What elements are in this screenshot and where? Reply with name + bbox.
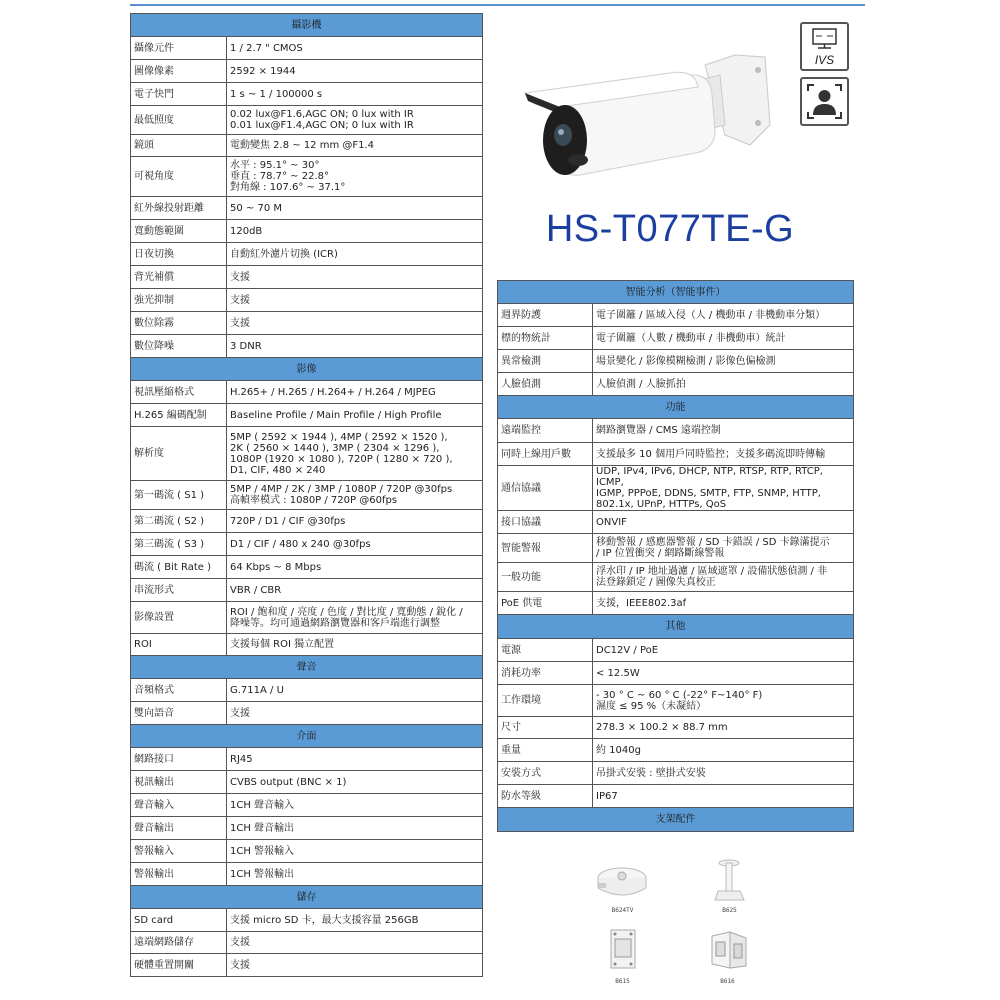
spec-label: 背光補償 (131, 266, 227, 289)
spec-value: 水平 : 95.1° ~ 30° 垂直 : 78.7° ~ 22.8° 對角線 : 107.6° ~ 37.1° (227, 157, 483, 197)
spec-row (131, 602, 483, 634)
face-detection-icon (802, 79, 847, 124)
spec-value: IP67 (593, 785, 854, 808)
section-header (131, 14, 483, 37)
spec-row (131, 510, 483, 533)
spec-label: 第一碼流 ( S1 ) (131, 481, 227, 510)
spec-value: UDP, IPv4, IPv6, DHCP, NTP, RTSP, RTP, RTCP, ICMP, IGMP, PPPoE, DDNS, SMTP, FTP, SNMP, HTTP, 802.1x, UPnP, HTTPs, QoS (593, 466, 854, 511)
spec-value: 電子圍籬（人數 / 機動車 / 非機動車）統計 (593, 327, 854, 350)
spec-row (498, 739, 854, 762)
spec-value: - 30 ° C ~ 60 ° C (-22° F~140° F) 濕度 ≤ 95 %（未凝結） (593, 685, 854, 717)
spec-value: 5MP ( 2592 × 1944 ), 4MP ( 2592 × 1520 ), 2K ( 2560 × 1440 ), 3MP ( 2304 × 1296 ), 1080P (1920 × 1080 ), 720P ( 1280 × 720 ), D1, CIF, 480 × 240 (227, 427, 483, 481)
spec-label: 攝像元件 (131, 37, 227, 60)
spec-value: 網路瀏覽器 / CMS 遠端控制 (593, 419, 854, 443)
spec-value: 電子圍籬 / 區域入侵（人 / 機動車 / 非機動車分類） (593, 304, 854, 327)
spec-row (131, 404, 483, 427)
spec-value: VBR / CBR (227, 579, 483, 602)
spec-value: 720P / D1 / CIF @30fps (227, 510, 483, 533)
face-badge (800, 77, 849, 126)
spec-value: 1CH 聲音輸入 (227, 794, 483, 817)
bracket-b624tv-image (595, 858, 650, 903)
spec-label: 一般功能 (498, 563, 593, 592)
spec-label: 日夜切換 (131, 243, 227, 266)
spec-label: PoE 供電 (498, 592, 593, 615)
spec-label: 標的物統計 (498, 327, 593, 350)
spec-value: 2592 × 1944 (227, 60, 483, 83)
camera-image (520, 35, 780, 205)
spec-value: 支援 (227, 702, 483, 725)
section-header (131, 886, 483, 909)
spec-label: 最低照度 (131, 106, 227, 135)
accessory-label: B616 (720, 978, 735, 985)
section-title: 功能 (498, 396, 854, 419)
spec-label: 聲音輸出 (131, 817, 227, 840)
accessory-label: B615 (615, 978, 630, 985)
spec-row (498, 350, 854, 373)
spec-value: < 12.5W (593, 662, 854, 685)
bracket-b616-image (706, 928, 751, 973)
spec-label: 週界防護 (498, 304, 593, 327)
spec-row (498, 443, 854, 466)
section-title: 儲存 (131, 886, 483, 909)
spec-row (131, 954, 483, 977)
top-rule (130, 4, 865, 6)
spec-label: 解析度 (131, 427, 227, 481)
spec-label: H.265 編碼配制 (131, 404, 227, 427)
spec-value: 5MP / 4MP / 2K / 3MP / 1080P / 720P @30fps 高幀率模式 : 1080P / 720P @60fps (227, 481, 483, 510)
spec-label: 電子快門 (131, 83, 227, 106)
spec-row (131, 634, 483, 656)
spec-row (498, 785, 854, 808)
spec-table-right (497, 280, 854, 832)
spec-value: CVBS output (BNC × 1) (227, 771, 483, 794)
spec-label: 重量 (498, 739, 593, 762)
spec-row (498, 304, 854, 327)
spec-label: 可視角度 (131, 157, 227, 197)
section-title: 介面 (131, 725, 483, 748)
spec-value: 自動紅外濾片切換 (ICR) (227, 243, 483, 266)
spec-row (498, 592, 854, 615)
spec-label: SD card (131, 909, 227, 932)
spec-value: ONVIF (593, 511, 854, 534)
spec-value: 0.02 lux@F1.6,AGC ON; 0 lux with IR 0.01 lux@F1.4,AGC ON; 0 lux with IR (227, 106, 483, 135)
spec-row (131, 817, 483, 840)
spec-row (131, 106, 483, 135)
section-header (498, 615, 854, 639)
spec-value: 1 / 2.7 " CMOS (227, 37, 483, 60)
spec-row (131, 533, 483, 556)
spec-row (131, 135, 483, 157)
section-header (131, 358, 483, 381)
spec-value: D1 / CIF / 480 x 240 @30fps (227, 533, 483, 556)
spec-label: 數位除霧 (131, 312, 227, 335)
spec-label: 聲音輸入 (131, 794, 227, 817)
spec-row (131, 748, 483, 771)
spec-value: 人臉偵測 / 人臉抓拍 (593, 373, 854, 396)
spec-value: 64 Kbps ~ 8 Mbps (227, 556, 483, 579)
spec-row (131, 266, 483, 289)
spec-row (498, 466, 854, 511)
spec-row (498, 762, 854, 785)
spec-row (131, 157, 483, 197)
spec-value: 吊掛式安裝 : 壁掛式安裝 (593, 762, 854, 785)
section-title: 聲音 (131, 656, 483, 679)
ivs-label: IVS (814, 53, 835, 67)
spec-row (498, 419, 854, 443)
spec-row (498, 662, 854, 685)
spec-label: 安裝方式 (498, 762, 593, 785)
spec-row (498, 534, 854, 563)
spec-row (131, 840, 483, 863)
spec-label: 警報輸出 (131, 863, 227, 886)
section-header (498, 281, 854, 304)
section-title: 影像 (131, 358, 483, 381)
spec-row (498, 373, 854, 396)
spec-row (498, 717, 854, 739)
spec-label: 第三碼流 ( S3 ) (131, 533, 227, 556)
spec-row (498, 639, 854, 662)
spec-label: ROI (131, 634, 227, 656)
spec-row (131, 312, 483, 335)
section-header (131, 656, 483, 679)
spec-label: 警報輸入 (131, 840, 227, 863)
ivs-monitor-icon (802, 24, 847, 69)
spec-row (131, 83, 483, 106)
spec-value: H.265+ / H.265 / H.264+ / H.264 / MJPEG (227, 381, 483, 404)
spec-label: 碼流 ( Bit Rate ) (131, 556, 227, 579)
spec-value: 支援最多 10 個用戶同時監控；支援多碼流即時傳輸 (593, 443, 854, 466)
spec-label: 接口協議 (498, 511, 593, 534)
spec-value: 1CH 聲音輸出 (227, 817, 483, 840)
spec-row (131, 289, 483, 312)
spec-value: G.711A / U (227, 679, 483, 702)
spec-value: DC12V / PoE (593, 639, 854, 662)
spec-value: 50 ~ 70 M (227, 197, 483, 220)
spec-row (131, 37, 483, 60)
spec-label: 影像設置 (131, 602, 227, 634)
spec-label: 同時上線用戶數 (498, 443, 593, 466)
spec-value: 1CH 警報輸出 (227, 863, 483, 886)
spec-row (131, 243, 483, 266)
bracket-b625-image (712, 858, 747, 903)
spec-value: 支援 (227, 954, 483, 977)
section-title: 攝影機 (131, 14, 483, 37)
spec-value: 支援每個 ROI 獨立配置 (227, 634, 483, 656)
ivs-badge (800, 22, 849, 71)
spec-row (131, 863, 483, 886)
spec-label: 硬體重置開關 (131, 954, 227, 977)
spec-value: 1 s ~ 1 / 100000 s (227, 83, 483, 106)
spec-label: 電源 (498, 639, 593, 662)
spec-row (498, 511, 854, 534)
spec-label: 網路接口 (131, 748, 227, 771)
spec-value: 支援 micro SD 卡，最大支援容量 256GB (227, 909, 483, 932)
spec-row (131, 932, 483, 954)
spec-label: 智能警報 (498, 534, 593, 563)
accessory-label: B625 (722, 907, 737, 914)
spec-label: 視訊壓縮格式 (131, 381, 227, 404)
spec-label: 通信協議 (498, 466, 593, 511)
spec-value: 浮水印 / IP 地址過濾 / 區域遮罩 / 設備狀態偵測 / 非 法登錄鎖定 / 圖像失真校正 (593, 563, 854, 592)
spec-row (131, 794, 483, 817)
spec-row (498, 685, 854, 717)
spec-row (131, 481, 483, 510)
spec-row (131, 335, 483, 358)
spec-row (131, 556, 483, 579)
spec-row (131, 381, 483, 404)
spec-value: 支援 (227, 289, 483, 312)
spec-label: 遠端網路儲存 (131, 932, 227, 954)
spec-label: 人臉偵測 (498, 373, 593, 396)
spec-row (131, 579, 483, 602)
spec-row (131, 220, 483, 243)
spec-value: 支援 (227, 312, 483, 335)
section-title: 其他 (498, 615, 854, 639)
spec-label: 串流形式 (131, 579, 227, 602)
spec-value: RJ45 (227, 748, 483, 771)
spec-value: 移動警報 / 感應器警報 / SD 卡錯誤 / SD 卡錄滿提示 / IP 位置衝突 / 網路斷線警報 (593, 534, 854, 563)
spec-row (131, 771, 483, 794)
spec-row (498, 563, 854, 592)
spec-label: 遠端監控 (498, 419, 593, 443)
spec-row (498, 327, 854, 350)
spec-row (131, 909, 483, 932)
spec-label: 消耗功率 (498, 662, 593, 685)
section-title: 智能分析（智能事件） (498, 281, 854, 304)
bracket-b615-image (603, 927, 643, 972)
spec-label: 雙向語音 (131, 702, 227, 725)
spec-label: 圖像像素 (131, 60, 227, 83)
spec-value: 3 DNR (227, 335, 483, 358)
spec-label: 數位降噪 (131, 335, 227, 358)
spec-value: 1CH 警報輸入 (227, 840, 483, 863)
model-title: HS-T077TE-G (545, 208, 795, 250)
spec-row (131, 702, 483, 725)
spec-label: 強光抑制 (131, 289, 227, 312)
spec-value: ROI / 飽和度 / 亮度 / 色度 / 對比度 / 寬動態 / 銳化 / 降噪等。均可通過網路瀏覽器和客戶端進行調整 (227, 602, 483, 634)
spec-value: 支援 (227, 932, 483, 954)
spec-value: 120dB (227, 220, 483, 243)
spec-label: 紅外線投射距離 (131, 197, 227, 220)
spec-label: 視訊輸出 (131, 771, 227, 794)
spec-label: 音頻格式 (131, 679, 227, 702)
spec-label: 工作環境 (498, 685, 593, 717)
spec-label: 鏡頭 (131, 135, 227, 157)
spec-value: 約 1040g (593, 739, 854, 762)
spec-label: 第二碼流 ( S2 ) (131, 510, 227, 533)
spec-value: 場景變化 / 影像模糊檢測 / 影像色偏檢測 (593, 350, 854, 373)
section-header (498, 396, 854, 419)
spec-table-left (130, 13, 483, 977)
spec-value: 支援，IEEE802.3af (593, 592, 854, 615)
spec-value: Baseline Profile / Main Profile / High Profile (227, 404, 483, 427)
spec-value: 支援 (227, 266, 483, 289)
spec-row (131, 427, 483, 481)
spec-row (131, 679, 483, 702)
spec-value: 278.3 × 100.2 × 88.7 mm (593, 717, 854, 739)
spec-label: 寬動態範圍 (131, 220, 227, 243)
spec-value: 電動變焦 2.8 ~ 12 mm @F1.4 (227, 135, 483, 157)
accessory-label: B624TV (611, 907, 634, 914)
section-header (131, 725, 483, 748)
spec-label: 尺寸 (498, 717, 593, 739)
spec-row (131, 60, 483, 83)
section-title: 支架配件 (498, 808, 854, 832)
spec-label: 異常檢測 (498, 350, 593, 373)
section-header (498, 808, 854, 832)
spec-label: 防水等級 (498, 785, 593, 808)
spec-row (131, 197, 483, 220)
